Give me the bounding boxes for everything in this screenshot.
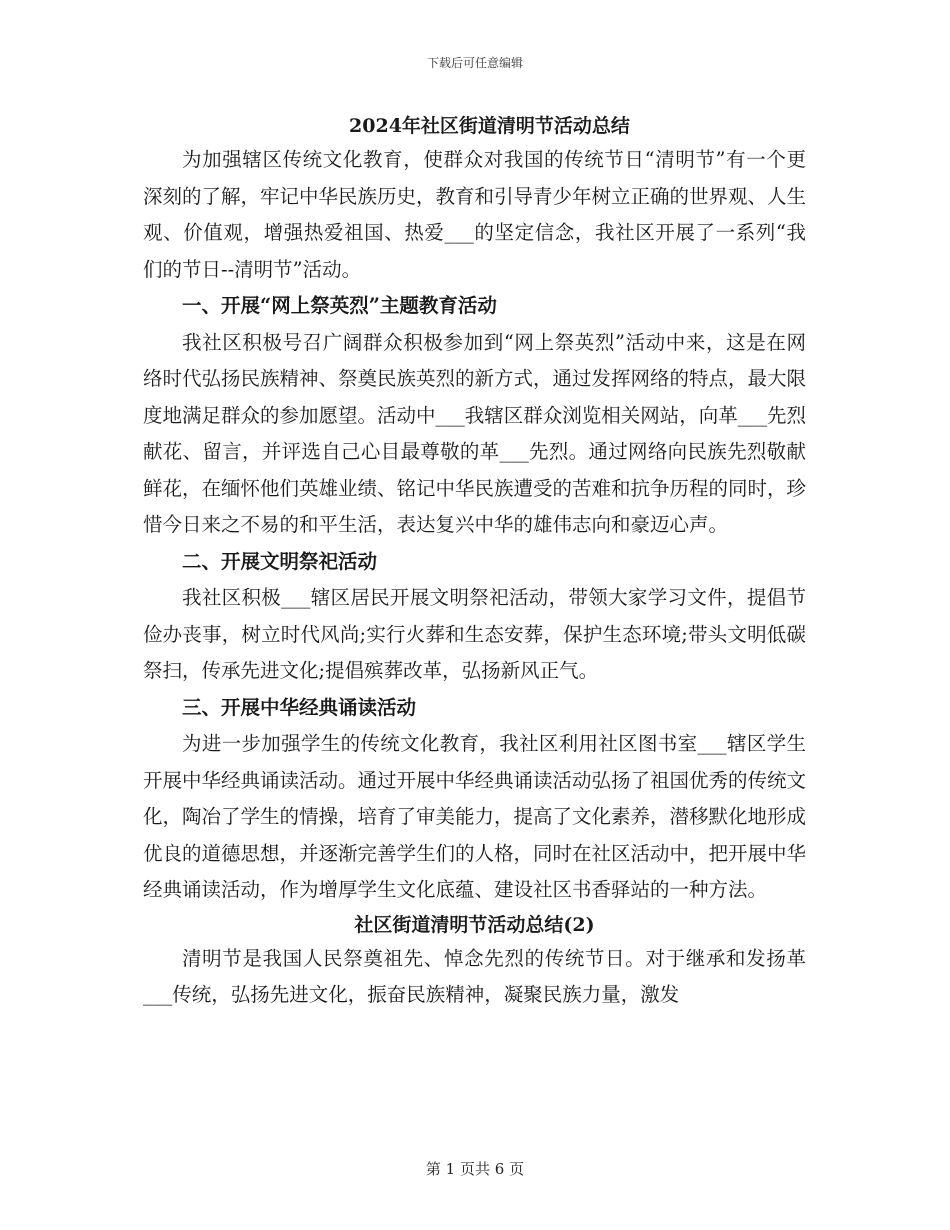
document-title-2: 社区街道清明节活动总结(2) <box>354 913 595 936</box>
header-note: 下载后可任意编辑 <box>426 56 523 70</box>
section-paragraph-1: 我社区积极号召广阔群众积极参加到“网上祭英烈”活动中来，这是在网络时代弘扬民族精神、祭奠民族英烈的新方式，通过发挥网络的特点，最大限度地满足群众的参加愿望。活动中___我辖区群众浏览相关网站，向革___先烈献花、留言，并评选自己心目最尊敬的革___先烈。通过网络向民族先烈敬献鲜花，在缅怀他们英雄业绩、铭记中华民族遭受的苦难和抗争历程的同时，珍惜今日来之不易的和平生活，表达复兴中华的雄伟志向和豪迈心声。 <box>143 330 807 536</box>
document-title: 2024年社区街道清明节活动总结 <box>349 115 630 137</box>
document-body <box>143 110 806 1014</box>
section-paragraph-4: 清明节是我国人民祭奠祖先、悼念先烈的传统节日。对于继承和发扬革___传统，弘扬先进文化，振奋民族精神，凝聚民族力量，激发 <box>143 946 806 1006</box>
section-heading-3: 三、开展中华经典诵读活动 <box>182 695 417 719</box>
intro-paragraph: 为加强辖区传统文化教育，使群众对我国的传统节日“清明节”有一个更深刻的了解，牢记中华民族历史，教育和引导青少年树立正确的世界观、人生观、价值观，增强热爱祖国、热爱___的坚定信念，我社区开展了一系列“我们的节日--清明节”活动。 <box>143 148 807 281</box>
section-paragraph-2: 我社区积极___辖区居民开展文明祭祀活动，带领大家学习文件，提倡节俭办丧事，树立时代风尚;实行火葬和生态安葬，保护生态环境;带头文明低碳祭扫，传承先进文化;提倡殡葬改革，弘扬新风正气。 <box>143 586 806 682</box>
section-paragraph-3: 为进一步加强学生的传统文化教育，我社区利用社区图书室___辖区学生开展中华经典诵读活动。通过开展中华经典诵读活动弘扬了祖国优秀的传统文化，陶冶了学生的情操，培育了审美能力，提高了文化素养，潜移默化地形成优良的道德思想，并逐渐完善学生们的人格，同时在社区活动中，把开展中华经典诵读活动，作为增厚学生文化底蕴、建设社区书香驿站的一种方法。 <box>143 732 807 901</box>
page-number: 第 1 页共 6 页 <box>425 1160 525 1178</box>
section-heading-1: 一、开展“网上祭英烈”主题教育活动 <box>182 294 497 317</box>
section-heading-2: 二、开展文明祭祀活动 <box>182 549 378 573</box>
